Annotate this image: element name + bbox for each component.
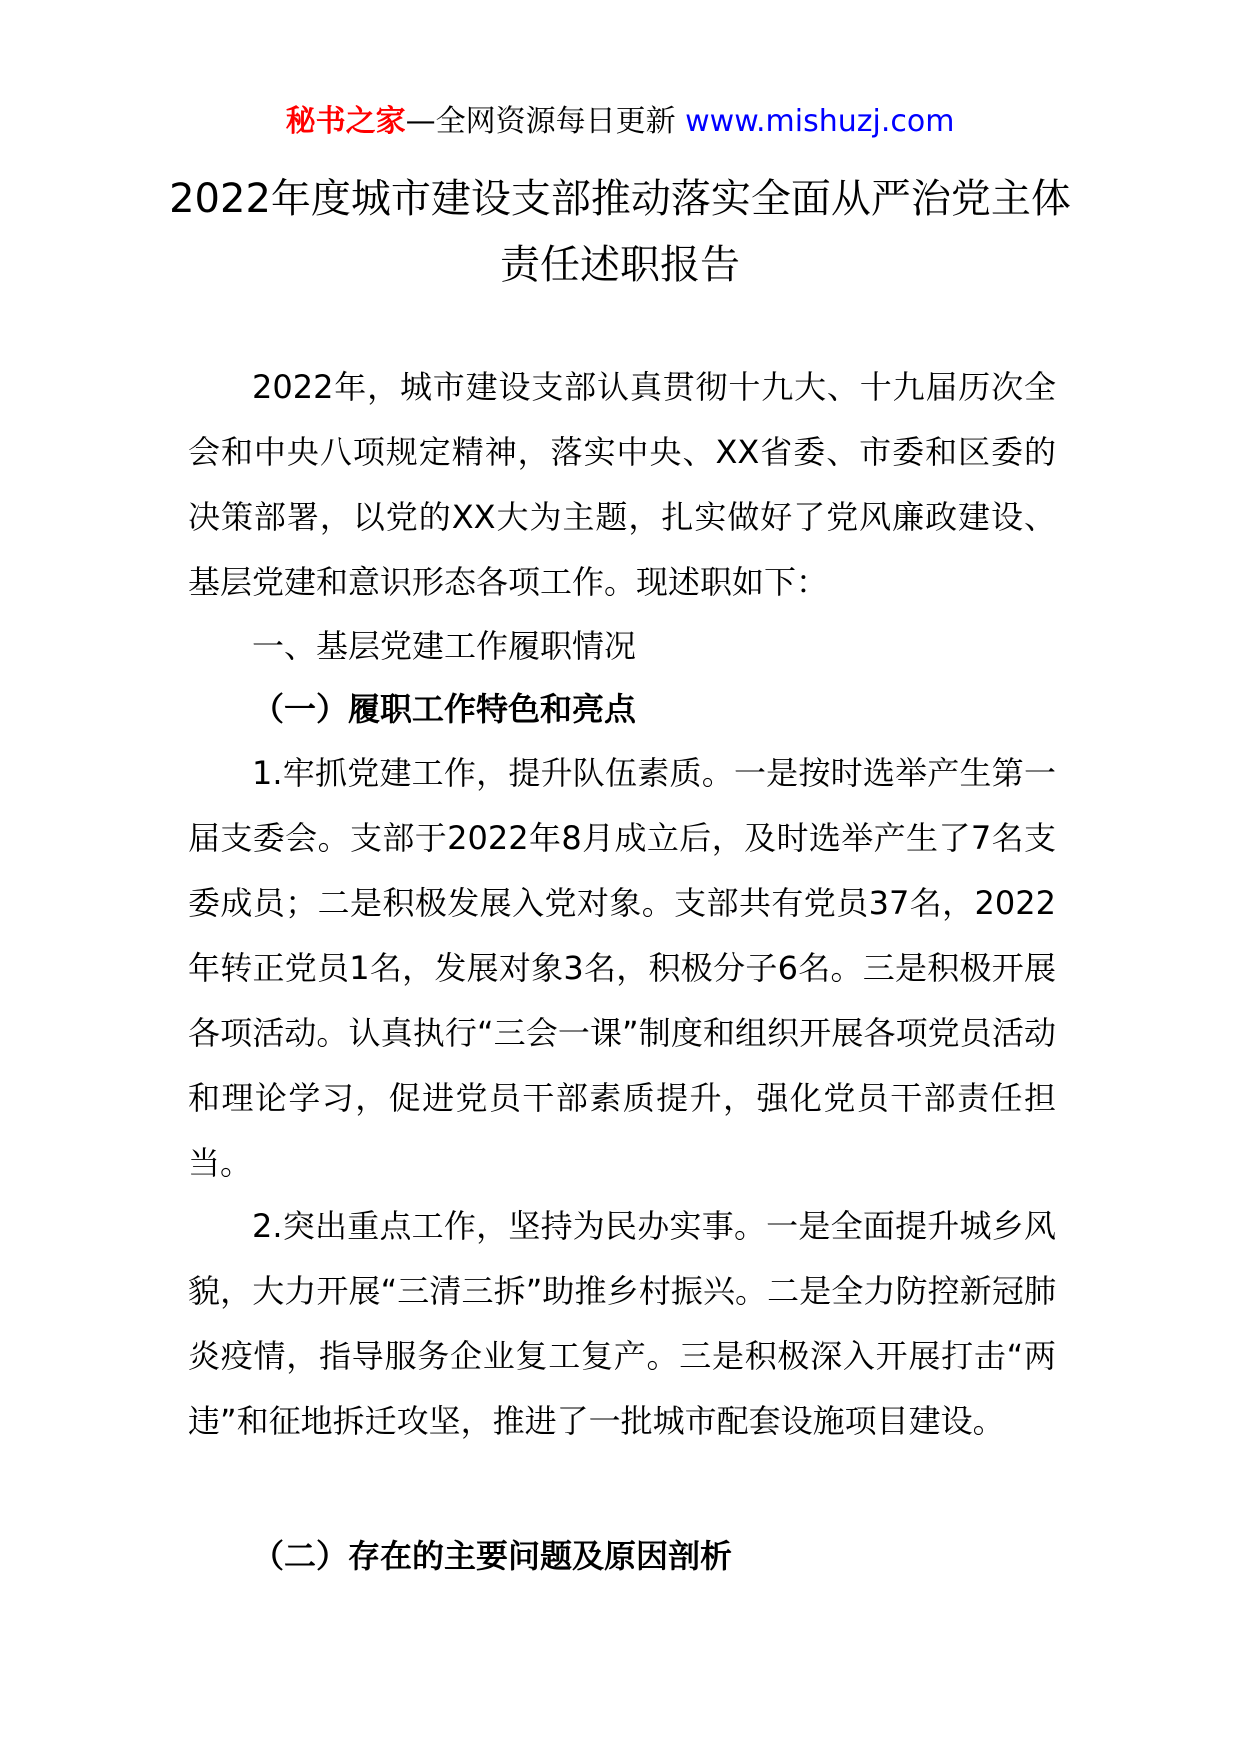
intro-paragraph: 2022年，城市建设支部认真贯彻十九大、十九届历次全会和中央八项规定精神，落实中央、XX省委、市委和区委的决策部署，以党的XX大为主题，扎实做好了党风廉政建设、基层党建和意识形态各项工作。现述职如下： [188,368,1056,601]
item-paragraph: 1.牢抓党建工作，提升队伍素质。一是按时选举产生第一届支委会。支部于2022年8月成立后，及时选举产生了7名支委成员；二是积极发展入党对象。支部共有党员37名，2022年转正党员1名，发展对象3名，积极分子6名。三是积极开展各项活动。认真执行“三会一课”制度和组织开展各项党员活动和理论学习，促进党员干部素质提升，强化党员干部责任担当。 [188,754,1056,1182]
section-heading: 一、基层党建工作履职情况 [252,627,637,665]
document-title: 2022年度城市建设支部推动落实全面从严治党主体责任述职报告 [169,176,1071,288]
item-paragraph: 2.突出重点工作，坚持为民办实事。一是全面提升城乡风貌，大力开展“三清三拆”助推乡村振兴。二是全力防控新冠肺炎疫情，指导服务企业复工复产。三是积极深入开展打击“两违”和征地拆迁攻坚，推进了一批城市配套设施项目建设。 [188,1207,1056,1440]
site-header [0,100,1240,144]
site-url-link[interactable]: www.mishuzj.com [685,104,955,139]
subsection-heading: （二）存在的主要问题及原因剖析 [252,1537,733,1575]
header-tagline: —全网资源每日更新 [405,104,676,139]
subsection-heading: （一）履职工作特色和亮点 [252,690,637,728]
brand-name: 秘书之家 [285,104,406,139]
